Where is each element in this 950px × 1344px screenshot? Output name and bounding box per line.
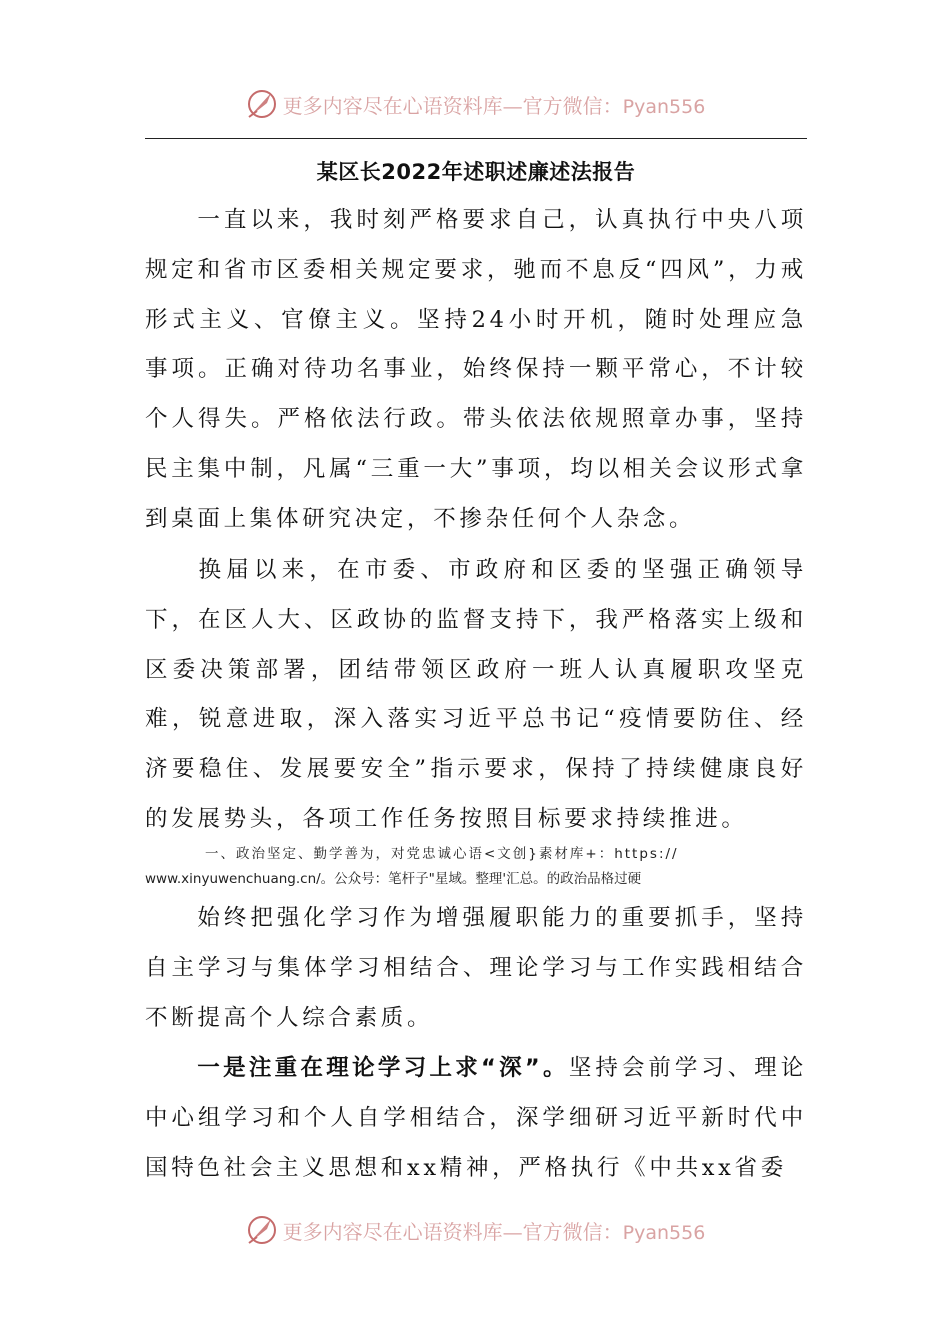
paragraph-4: 一是注重在理论学习上求“深”。坚持会前学习、理论中心组学习和个人自学相结合，深学细研习近平新时代中国特色社会主义思想和xx精神，严格执行《中共xx省委 <box>145 1055 807 1181</box>
watermark-text: 更多内容尽在心语资料库—官方微信：Pyan556 <box>282 1219 706 1244</box>
watermark-banner-bottom <box>0 1210 950 1250</box>
paragraph-2: 换届以来，在市委、市政府和区委的坚强正确领导下，在区人大、区政协的监督支持下，我严格落实上级和区委决策部署，团结带领区政府一班人认真履职攻坚克难，锐意进取，深入落实习近平总书记“疫情要防住、经济要稳住、发展要安全”指示要求，保持了持续健康良好的发展势头，各项工作任务按照目标要求持续推进。 <box>145 557 807 832</box>
header-rule <box>145 138 807 139</box>
watermark-text: 更多内容尽在心语资料库—官方微信：Pyan556 <box>282 93 706 118</box>
paragraph-3: 始终把强化学习作为增强履职能力的重要抓手，坚持自主学习与集体学习相结合、理论学习与工作实践相结合不断提高个人综合素质。 <box>145 905 807 1031</box>
note-line-2: www.xinyuwenchuang.cn/。公众号：笔杆子"星域。整理'汇总。的政治品格过硬 <box>145 871 642 887</box>
paragraph-1: 一直以来，我时刻严格要求自己，认真执行中央八项规定和省市区委相关规定要求，驰而不息反“四风”，力戒形式主义、官僚主义。坚持24小时开机，随时处理应急事项。正确对待功名事业，始终保持一颗平常心，不计较个人得失。严格依法行政。带头依法依规照章办事，坚持民主集中制，凡属“三重一大”事项，均以相关会议形式拿到桌面上集体研究决定，不掺杂任何个人杂念。 <box>145 207 807 532</box>
note-line-1: 一、政治坚定、勤学善为，对党忠诚心语<文创}素材库+：https:// <box>205 846 679 862</box>
document-title: 某区长2022年述职述廉述法报告 <box>316 160 636 184</box>
quill-logo-icon <box>245 1213 279 1247</box>
source-note <box>145 842 807 892</box>
watermark-banner-top <box>0 84 950 124</box>
paragraph-4-heading: 一是注重在理论学习上求“深”。 <box>197 1055 569 1081</box>
quill-logo-icon <box>245 87 279 121</box>
